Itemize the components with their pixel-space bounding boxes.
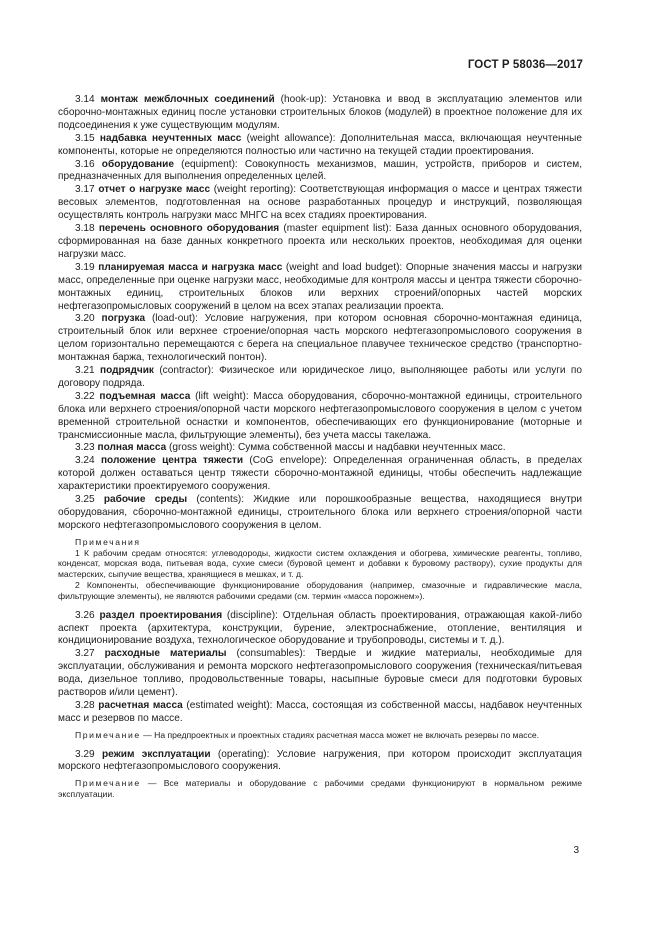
entry-term: монтаж межблочных соединений xyxy=(100,94,275,105)
entry-term: режим эксплуатации xyxy=(101,748,211,760)
definition-entry xyxy=(58,648,582,700)
entry-term: подъемная масса xyxy=(99,390,191,402)
note-label: Примечание xyxy=(75,729,141,740)
definitions-group-1 xyxy=(58,94,582,533)
entry-definition: (contractor): Физическое или юридическое лицо, выполняющее работы или услуги по договору подряда. xyxy=(58,365,582,389)
entry-number: 3.28 xyxy=(75,699,95,711)
definition-entry xyxy=(58,94,582,133)
entry-definition: (estimated weight): Масса, состоящая из собственной массы, надбавок неучтенных масс и резервов по массе. xyxy=(58,699,583,724)
definition-entry xyxy=(58,184,582,223)
entry-term: расходные материалы xyxy=(104,648,227,660)
entry-definition: (contents): Жидкие или порошкообразные вещества, находящиеся внутри оборудования, сборочно-монтажной единицы, строительного блока или верхнего строения/опорной части морского нефтегазопромыслового сооружения в целом. xyxy=(58,494,582,531)
entry-term: полная масса xyxy=(97,442,167,454)
definition-entry xyxy=(58,610,582,649)
definition-entry xyxy=(58,391,582,443)
note-3-29 xyxy=(58,778,582,800)
page-number: 3 xyxy=(573,845,579,856)
entry-number: 3.27 xyxy=(75,648,95,660)
entry-definition: (lift weight): Масса оборудования, сборочно-монтажной единицы, строительного блока или верхнего строения/опорной части морского нефтегазопромыслового сооружения в целом с учетом временной строительной оснастки и компонентов, обеспечивающих его функционирование (моторные и трансмиссионные масла, фильтрующие элементы), без учета массы такелажа. xyxy=(58,390,582,441)
entry-number: 3.17 xyxy=(75,184,95,196)
document-body xyxy=(58,94,582,808)
definition-entry xyxy=(58,223,582,262)
entry-term: подрядчик xyxy=(100,365,154,377)
note-label: Примечание xyxy=(75,778,141,789)
definition-entry xyxy=(58,133,582,159)
entry-definition: (equipment): Совокупность механизмов, машин, устройств, приборов и систем, предназначенных для выполнения определенных целей. xyxy=(58,158,582,183)
entry-number: 3.26 xyxy=(75,609,95,621)
entry-term: оборудование xyxy=(101,158,174,170)
entry-definition: (operating): Условие нагружения, при котором происходит эксплуатация морского нефтегазопромыслового сооружения. xyxy=(58,748,582,773)
entry-term: перечень основного оборудования xyxy=(98,223,280,235)
entry-number: 3.21 xyxy=(75,365,95,377)
definitions-group-2 xyxy=(58,610,582,726)
note-item-2: 2 Компоненты, обеспечивающие функционирование оборудования (например, смазочные и гидравлические масла, фильтрующие элементы), не являются рабочими средами (см. термин «масса порожнем»). xyxy=(58,580,582,601)
definition-entry xyxy=(58,749,582,775)
entry-term: надбавка неучтенных масс xyxy=(99,132,242,144)
entry-number: 3.29 xyxy=(75,748,95,760)
definitions-group-3 xyxy=(58,749,582,775)
definition-entry xyxy=(58,313,582,365)
definition-entry xyxy=(58,494,582,533)
entry-term: раздел проектирования xyxy=(99,609,223,621)
entry-term: расчетная масса xyxy=(98,699,183,711)
notes-block xyxy=(58,537,582,602)
entry-number: 3.15 xyxy=(75,132,95,144)
notes-heading: Примечания xyxy=(75,536,141,547)
entry-number: 3.14 xyxy=(75,94,95,105)
entry-definition: (master equipment list): База данных основного оборудования, сформированная на базе данных конкретного проекта или нескольких проектов, необходимая для оценки нагрузки масс. xyxy=(58,223,582,260)
entry-number: 3.22 xyxy=(75,390,95,402)
entry-number: 3.24 xyxy=(75,455,95,467)
entry-definition: (hook-up): Установка и ввод в эксплуатацию элементов или сборочно-монтажных единиц после установки строительных блоков (модулей) в проектное положение для их подсоединения к уже существующим модулям. xyxy=(58,94,582,131)
entry-number: 3.20 xyxy=(75,313,95,325)
entry-definition: (gross weight): Сумма собственной массы и надбавки неучтенных масс. xyxy=(166,442,506,454)
entry-number: 3.16 xyxy=(75,158,95,170)
entry-term: погрузка xyxy=(101,313,146,325)
definition-entry xyxy=(58,700,582,726)
entry-definition: (consumables): Твердые и жидкие материалы, необходимые для эксплуатации, обслуживания и ремонта морского нефтегазопромыслового сооружения (техническая/питьевая вода, дизельное топливо, продовольственные товары, насыпные буровые смеси для подготовки буровых растворов и/или цемент). xyxy=(58,648,582,699)
definition-entry xyxy=(58,455,582,494)
entry-number: 3.25 xyxy=(75,494,95,506)
entry-definition: (discipline): Отдельная область проектирования, отражающая какой-либо аспект проекта (архитектура, конструкции, бурение, электроснабжение, отопление, вентиляция и кондиционирование воздуха, технологическое оборудование и трубопроводы, системы и т. д.). xyxy=(58,609,583,647)
definition-entry xyxy=(58,365,582,391)
entry-definition: (weight allowance): Дополнительная масса, включающая неучтенные компоненты, которые не определяются полностью или частично на текущей стадии проектирования. xyxy=(58,132,582,157)
definition-entry xyxy=(58,442,582,455)
entry-term: положение центра тяжести xyxy=(100,455,244,467)
note-item-1: 1 К рабочим средам относятся: углеводороды, жидкости систем охлаждения и обогрева, химические реагенты, топливо, конденсат, морская вода, питьевая вода, сухие смеси (буровой цемент и добавки к буровому раствору), сухие продукты для мастерских, сыпучие вещества, хранящиеся в мешках, и т. д. xyxy=(58,547,582,580)
note-text: — На предпроектных и проектных стадиях расчетная масса может не включать резервы по массе. xyxy=(140,729,540,740)
entry-term: отчет о нагрузке масс xyxy=(98,184,211,196)
entry-term: рабочие среды xyxy=(103,494,188,506)
entry-number: 3.23 xyxy=(75,442,95,454)
note-3-28 xyxy=(58,730,582,741)
note-text: — Все материалы и оборудование с рабочими средами функционируют в нормальном режиме эксплуатации. xyxy=(58,778,582,800)
definition-entry xyxy=(58,262,582,314)
entry-number: 3.19 xyxy=(75,261,95,273)
definition-entry xyxy=(58,159,582,185)
entry-definition: (CoG envelope): Определенная ограниченная область, в пределах которой должен оставаться центр тяжести сборочно-монтажной единицы, чтобы обеспечить надлежащие характеристики проектируемого сооружения. xyxy=(58,455,583,493)
entry-definition: (weight and load budget): Опорные значения массы и нагрузки масс, определенные при оценке нагрузки масс, необходимые для контроля массы и центра тяжести сборочно-монтажных единиц, строительных блоков или верхних строений/опорных частей морских нефтегазопромысловых сооружений в целом на всех этапах реализации проекта. xyxy=(58,261,583,312)
entry-number: 3.18 xyxy=(75,223,95,235)
entry-term: планируемая масса и нагрузка масс xyxy=(98,261,283,273)
entry-definition: (weight reporting): Соответствующая информация о массе и центрах тяжести весовых элементов, подготовленная на основе разработанных процедур и инструкций, позволяющая осуществлять контроль нагрузки масс МНГС на всех стадиях проектирования. xyxy=(58,184,582,222)
document-header: ГОСТ Р 58036—2017 xyxy=(467,59,583,71)
entry-definition: (load-out): Условие нагружения, при котором основная сборочно-монтажная единица, строительный блок или верхнее строение/опорная часть морского нефтегазопромыслового сооружения в целом горизонтально перемещаются с берега на специальное плавучее техническое средство (транспортно-монтажная баржа, технологический понтон). xyxy=(58,313,582,364)
